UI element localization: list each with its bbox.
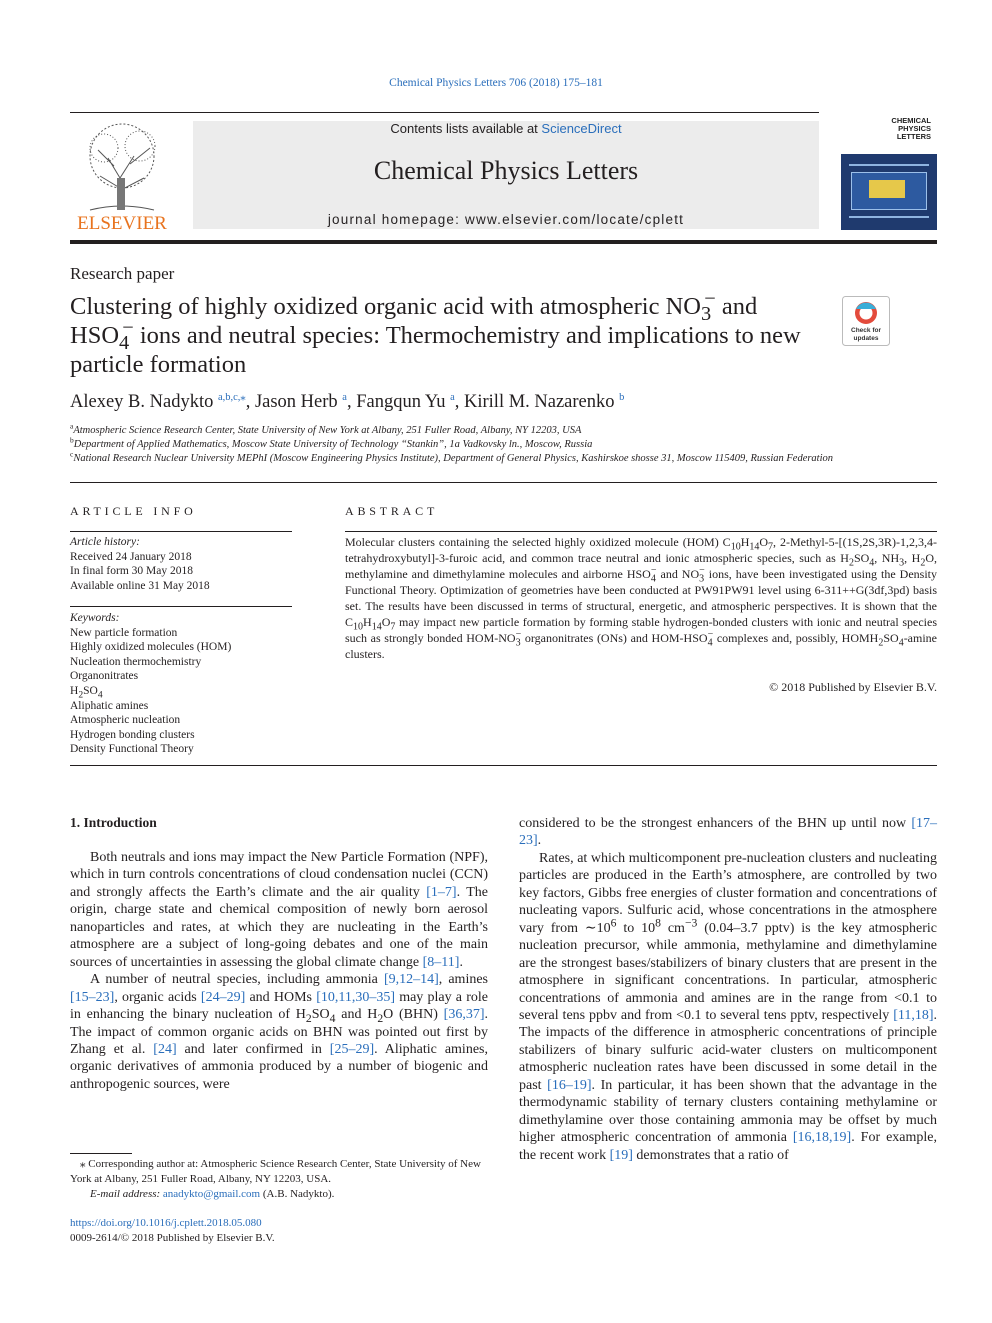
author-name: Kirill M. Nazarenko — [464, 392, 615, 412]
journal-title: Chemical Physics Letters — [373, 156, 639, 185]
issn-line: 0009-2614/© 2018 Published by Elsevier B.V. — [70, 1232, 275, 1244]
citation-link[interactable]: [8–11] — [422, 954, 460, 970]
citation-link[interactable]: [1–7] — [426, 884, 457, 900]
paragraph: A number of neutral species, including ammonia [9,12–14], amines [15–23], organic acids [24–29] and HOMs [10,11,30–35] may play a role in enhancing the binary nucleation of $H_2SO_4$ and $H_2O$ (BHN) [36,37]. The impact of common organic acids on BHN was pointed out first by Zhang et al. [24] and later confirmed in [25–29]. Aliphatic amines, organic derivatives of ammonia produced by a number of biogenic and anthropogenic sources, were — [70, 972, 488, 1092]
author-name: Jason Herb — [254, 392, 338, 412]
citation-link[interactable]: [15–23] — [70, 989, 115, 1005]
author-name: Alexey B. Nadykto — [70, 392, 214, 412]
author-name: Fangqun Yu — [356, 392, 446, 412]
abstract-heading: ABSTRACT — [345, 504, 439, 518]
article-info-heading: ARTICLE INFO — [70, 504, 197, 518]
keyword: Nucleation thermochemistry — [70, 655, 202, 668]
section-heading: 1. Introduction — [70, 815, 157, 830]
cover-title: CHEMICAL PHYSICS LETTERS — [891, 116, 931, 141]
citation-link[interactable]: [10,11,30–35] — [316, 989, 395, 1005]
journal-cover-image[interactable] — [841, 112, 937, 230]
journal-citation[interactable]: Chemical Physics Letters 706 (2018) 175–181 — [389, 77, 603, 89]
citation-link[interactable]: [19] — [609, 1147, 633, 1163]
author-list: Alexey B. Nadykto $^{a,b,c,⁎}$, Jason Herb $^a$, Fangqun Yu $^a$, Kirill M. Nazarenko $^b$ — [70, 391, 625, 412]
body-column-left — [70, 849, 488, 1093]
doi-link[interactable]: https://doi.org/10.1016/j.cplett.2018.05.080 — [70, 1217, 262, 1229]
keyword: Atmospheric nucleation — [70, 714, 181, 727]
keyword: Organonitrates — [70, 670, 139, 683]
divider — [70, 606, 292, 607]
keyword: New particle formation — [70, 626, 178, 639]
divider — [345, 531, 937, 532]
header-rule — [70, 112, 819, 113]
homepage-url[interactable]: www.elsevier.com/locate/cplett — [465, 212, 685, 227]
citation-link[interactable]: [24] — [153, 1041, 177, 1057]
citation-link[interactable]: [9,12–14] — [383, 972, 439, 988]
footnote-rule — [70, 1153, 132, 1154]
article-title: Clustering of highly oxidized organic acid with atmospheric $NO_3^-$ and $HSO_4^-$ ions and neutral species: Thermochemistry and implications to new particle formation — [70, 287, 801, 378]
keywords-list: Keywords: New particle formation Highly oxidized molecules (HOM) Nucleation thermochemistry Organonitrates $H_2SO_4$ Aliphatic amines Atmospheric nucleation Hydrogen bonding clusters Density Functional Theory — [70, 611, 292, 757]
abstract-copyright: © 2018 Published by Elsevier B.V. — [769, 680, 937, 694]
paragraph: considered to be the strongest enhancers of the BHN up until now [17–23]. — [519, 816, 937, 849]
citation-link[interactable]: [16,18,19] — [792, 1130, 852, 1146]
affiliation: $^b$Department of Applied Mathematics, Moscow State University of Technology “Stankin”, 1a Vadkovsky ln., Moscow, Russia — [70, 435, 593, 450]
citation-link[interactable]: [11,18] — [893, 1007, 934, 1023]
author-marks[interactable]: a — [342, 391, 347, 403]
keyword: Density Functional Theory — [70, 743, 194, 756]
corresponding-author-footnote: ⁎ Corresponding author at: Atmospheric Science Research Center, State University of New York at Albany, 251 Fuller Road, Albany, NY 12203, USA. E-mail address: anadykto@gmail.com (A.B. Nadykto). — [70, 1158, 481, 1200]
abstract-text: Molecular clusters containing the selected highly oxidized molecule (HOM) $C_{10}H_{14}O_7$, 2-Methyl-5-[(1S,2S,3R)-1,2,3,4-tetrahydroxybutyl]-3-furoic acid, and common trace neutral and ionic atmospheric species, such as $H_2SO_4$, $NH_3$, $H_2O$, methylamine and dimethylamine molecules and airborne $HSO_4^-$ and $NO_3^-$ ions, have been investigated using the Density Functional Theory. Optimization of geometries have been conducted at PW91PW91 level using 6-311++G(3df,3pd) basis set. The results have been discussed in terms of structural, energetic, and atmospheric perspectives. It is shown that the $C_{10}H_{14}O_7$ may impact new particle formation by forming stable hydrogen-bonded clusters with ionic and neutral species such as strongly bonded HOM-$NO_3^-$ organonitrates (ONs) and HOM-$HSO_4^-$ complexes and, possibly, $HOMH_2SO_4$-amine clusters. — [345, 535, 938, 661]
keyword: Highly oxidized molecules (HOM) — [70, 641, 232, 654]
keyword: Hydrogen bonding clusters — [70, 728, 195, 741]
elsevier-wordmark: ELSEVIER — [77, 213, 167, 234]
citation-link[interactable]: [25–29] — [329, 1041, 375, 1057]
author-marks[interactable]: b — [619, 391, 625, 403]
sciencedirect-link[interactable]: ScienceDirect — [541, 121, 622, 136]
contents-prefix: Contents lists available at — [390, 121, 542, 136]
journal-homepage — [193, 212, 819, 227]
keyword: $H_2SO_4$ — [70, 684, 103, 701]
article-history: Article history: Received 24 January 2018 In final form 30 May 2018 Available online 31 May 2018 — [70, 536, 210, 592]
citation-link[interactable]: [36,37] — [443, 1007, 485, 1023]
divider — [70, 482, 937, 483]
paragraph: Rates, at which multicomponent pre-nucleation clusters and nucleating particles are produced in the Earth’s atmosphere, are controlled by two key factors, Gibbs free energies of cluster formation and concentrations of nucleating vapors. Sulfuric acid, whose concentrations in the atmosphere vary from $\sim 10^6$ to $10^8$ $cm^{-3}$ (0.04–3.7 pptv) is the key atmospheric nucleation precursor, while ammonia, methylamine and dimethylamine are the strongest bases/stabilizers of binary clusters that are present in the atmosphere in significant concentrations. In particular, atmospheric concentrations of ammonia and amines are in the range from <0.1 to several tens ppbv and from <0.1 to several tens pptv, respectively [11,18]. The impacts of the difference in atmospheric concentrations of principle stabilizers of binary sulfuric acid-water clusters on multicomponent atmospheric nucleation rates have been discussed in some detail in the past [16–19]. In particular, it has been shown that the advantage in the thermodynamic stability of ternary clusters containing methylamine or dimethylamine over those containing ammonia may be offset by much higher atmospheric concentration of ammonia [16,18,19]. For example, the recent work [19] demonstrates that a ratio of — [519, 850, 938, 1163]
elsevier-tree-logo-icon — [70, 118, 174, 234]
email-link[interactable]: anadykto@gmail.com — [162, 1188, 261, 1200]
citation-link[interactable]: [16–19] — [547, 1077, 592, 1093]
affiliation: $^c$National Research Nuclear University MEPhI (Moscow Engineering Physics Institute), Department of General Physics, Kashirskoe shosse 31, Moscow 115409, Russian Federation — [70, 449, 834, 464]
citation-link[interactable]: [17–23] — [519, 816, 937, 849]
body-column-right — [519, 815, 937, 1164]
citation-link[interactable]: [24–29] — [200, 989, 246, 1005]
homepage-prefix: journal homepage: — [327, 212, 466, 227]
crossmark-check-for-updates-icon[interactable] — [842, 296, 890, 346]
paragraph: Both neutrals and ions may impact the New Particle Formation (NPF), which in turn controls concentrations of cloud condensation nuclei (CCN) and strongly affects the Earth’s climate and the air quality [1–7]. The origin, charge state and chemical composition of newly born aerosol nanoparticles and rates, at which they are nucleating in the Earth’s atmosphere are a subject of long-going debates and one of the main sources of uncertainties in assessing the global climate change [8–11]. — [70, 850, 488, 970]
author-marks[interactable]: a,b,c,⁎ — [217, 391, 246, 403]
affiliation: $^a$Atmospheric Science Research Center, State University of New York at Albany, 251 Fuller Road, Albany, NY 12203, USA — [70, 421, 582, 436]
svg-text:Check for: Check for — [851, 327, 881, 334]
svg-text:updates: updates — [853, 335, 879, 342]
article-type: Research paper — [70, 264, 175, 283]
keyword: Aliphatic amines — [70, 699, 149, 712]
header-thick-rule — [70, 240, 937, 244]
divider — [70, 765, 937, 766]
divider — [70, 531, 292, 532]
author-marks[interactable]: a — [450, 391, 455, 403]
contents-line — [193, 121, 819, 136]
